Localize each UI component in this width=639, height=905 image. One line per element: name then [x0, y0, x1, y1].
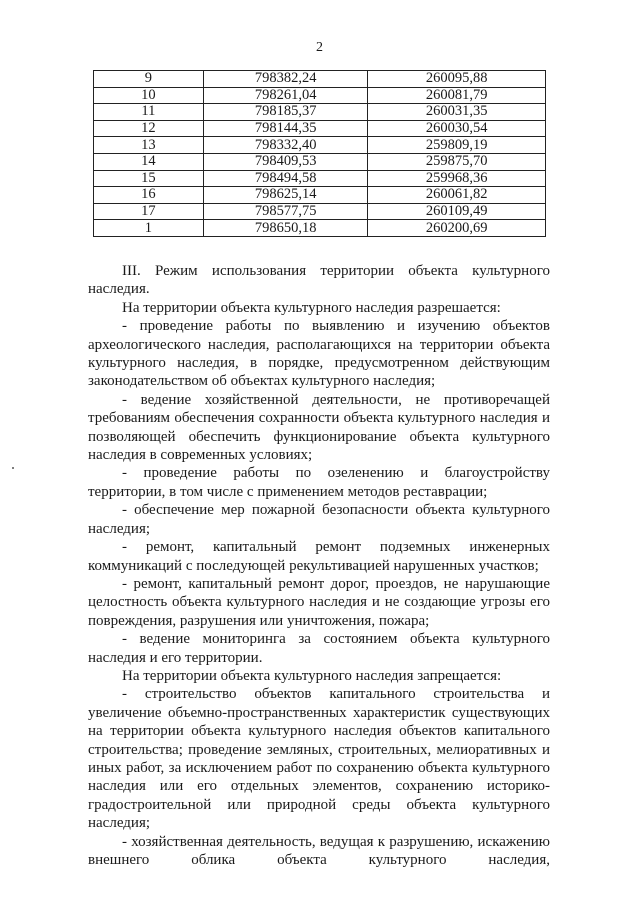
paragraph: - ремонт, капитальный ремонт подземных инженерных коммуникаций с последующей рекультивацией нарушенных участков; [88, 539, 550, 574]
table-row [94, 187, 546, 204]
coordinates-table [93, 70, 546, 237]
point-number-cell: 16 [94, 187, 204, 204]
paragraph: - проведение работы по озеленению и благоустройству территории, в том числе с применением методов реставрации; [88, 465, 550, 500]
x-coordinate-cell: 798625,14 [203, 187, 368, 204]
point-number-cell: 9 [94, 71, 204, 88]
table-row [94, 104, 546, 121]
x-coordinate-cell: 798382,24 [203, 71, 368, 88]
table-row [94, 220, 546, 237]
y-coordinate-cell: 260095,88 [368, 71, 546, 88]
paragraph: - ведение хозяйственной деятельности, не противоречащей требованиям обеспечения сохранности объекта культурного наследия и позволяющей обеспечить функционирование объекта культурного наследия в современных условиях; [88, 391, 550, 464]
paragraph: - проведение работы по выявлению и изучению объектов археологического наследия, располагающихся на территории объекта культурного наследия, в порядке, предусмотренном действующим законодательством об объектах культурного наследия; [88, 318, 550, 390]
table-row [94, 137, 546, 154]
point-number-cell: 1 [94, 220, 204, 237]
x-coordinate-cell: 798577,75 [203, 203, 368, 220]
point-number-cell: 17 [94, 203, 204, 220]
table-row [94, 120, 546, 137]
table-row [94, 170, 546, 187]
paragraph: На территории объекта культурного наследия запрещается: [122, 667, 502, 684]
point-number-cell: 12 [94, 120, 204, 137]
paragraph: - хозяйственная деятельность, ведущая к разрушению, искажению внешнего облика объекта культурного наследия, [88, 833, 550, 868]
paragraph: - ведение мониторинга за состоянием объекта культурного наследия и его территории. [88, 631, 550, 666]
section-heading: III. Режим использования территории объекта культурного наследия. [88, 263, 550, 298]
paragraph: - обеспечение мер пожарной безопасности объекта культурного наследия; [88, 502, 550, 537]
x-coordinate-cell: 798650,18 [203, 220, 368, 237]
y-coordinate-cell: 260109,49 [368, 203, 546, 220]
y-coordinate-cell: 260031,35 [368, 104, 546, 121]
paragraph: - ремонт, капитальный ремонт дорог, проездов, не нарушающие целостность объекта культурного наследия и не создающие угрозы его повреждения, разрушения или уничтожения, пожара; [88, 575, 550, 629]
x-coordinate-cell: 798494,58 [203, 170, 368, 187]
y-coordinate-cell: 259809,19 [368, 137, 546, 154]
y-coordinate-cell: 260030,54 [368, 120, 546, 137]
paragraph: На территории объекта культурного наследия разрешается: [122, 299, 501, 316]
table-row [94, 87, 546, 104]
point-number-cell: 11 [94, 104, 204, 121]
table-row [94, 153, 546, 170]
paragraph: - строительство объектов капитального строительства и увеличение объемно-пространственных характеристик существующих на территории объекта культурного наследия объектов капитального строительства; проведение земляных, строительных, мелиоративных и иных работ, за исключением работ по сохранению объекта культурного наследия или его отдельных элементов, сохранению историко-градостроительной или природной среды объекта культурного наследия; [88, 686, 550, 832]
y-coordinate-cell: 260061,82 [368, 187, 546, 204]
y-coordinate-cell: 259875,70 [368, 153, 546, 170]
table-row [94, 71, 546, 88]
y-coordinate-cell: 259968,36 [368, 170, 546, 187]
point-number-cell: 15 [94, 170, 204, 187]
y-coordinate-cell: 260081,79 [368, 87, 546, 104]
point-number-cell: 10 [94, 87, 204, 104]
x-coordinate-cell: 798185,37 [203, 104, 368, 121]
point-number-cell: 13 [94, 137, 204, 154]
page-number: 2 [316, 40, 323, 55]
point-number-cell: 14 [94, 153, 204, 170]
table-row [94, 203, 546, 220]
x-coordinate-cell: 798261,04 [203, 87, 368, 104]
scan-speck [12, 467, 14, 469]
x-coordinate-cell: 798332,40 [203, 137, 368, 154]
document-text [88, 262, 550, 869]
coordinates-table-body [94, 71, 546, 237]
x-coordinate-cell: 798144,35 [203, 120, 368, 137]
y-coordinate-cell: 260200,69 [368, 220, 546, 237]
x-coordinate-cell: 798409,53 [203, 153, 368, 170]
